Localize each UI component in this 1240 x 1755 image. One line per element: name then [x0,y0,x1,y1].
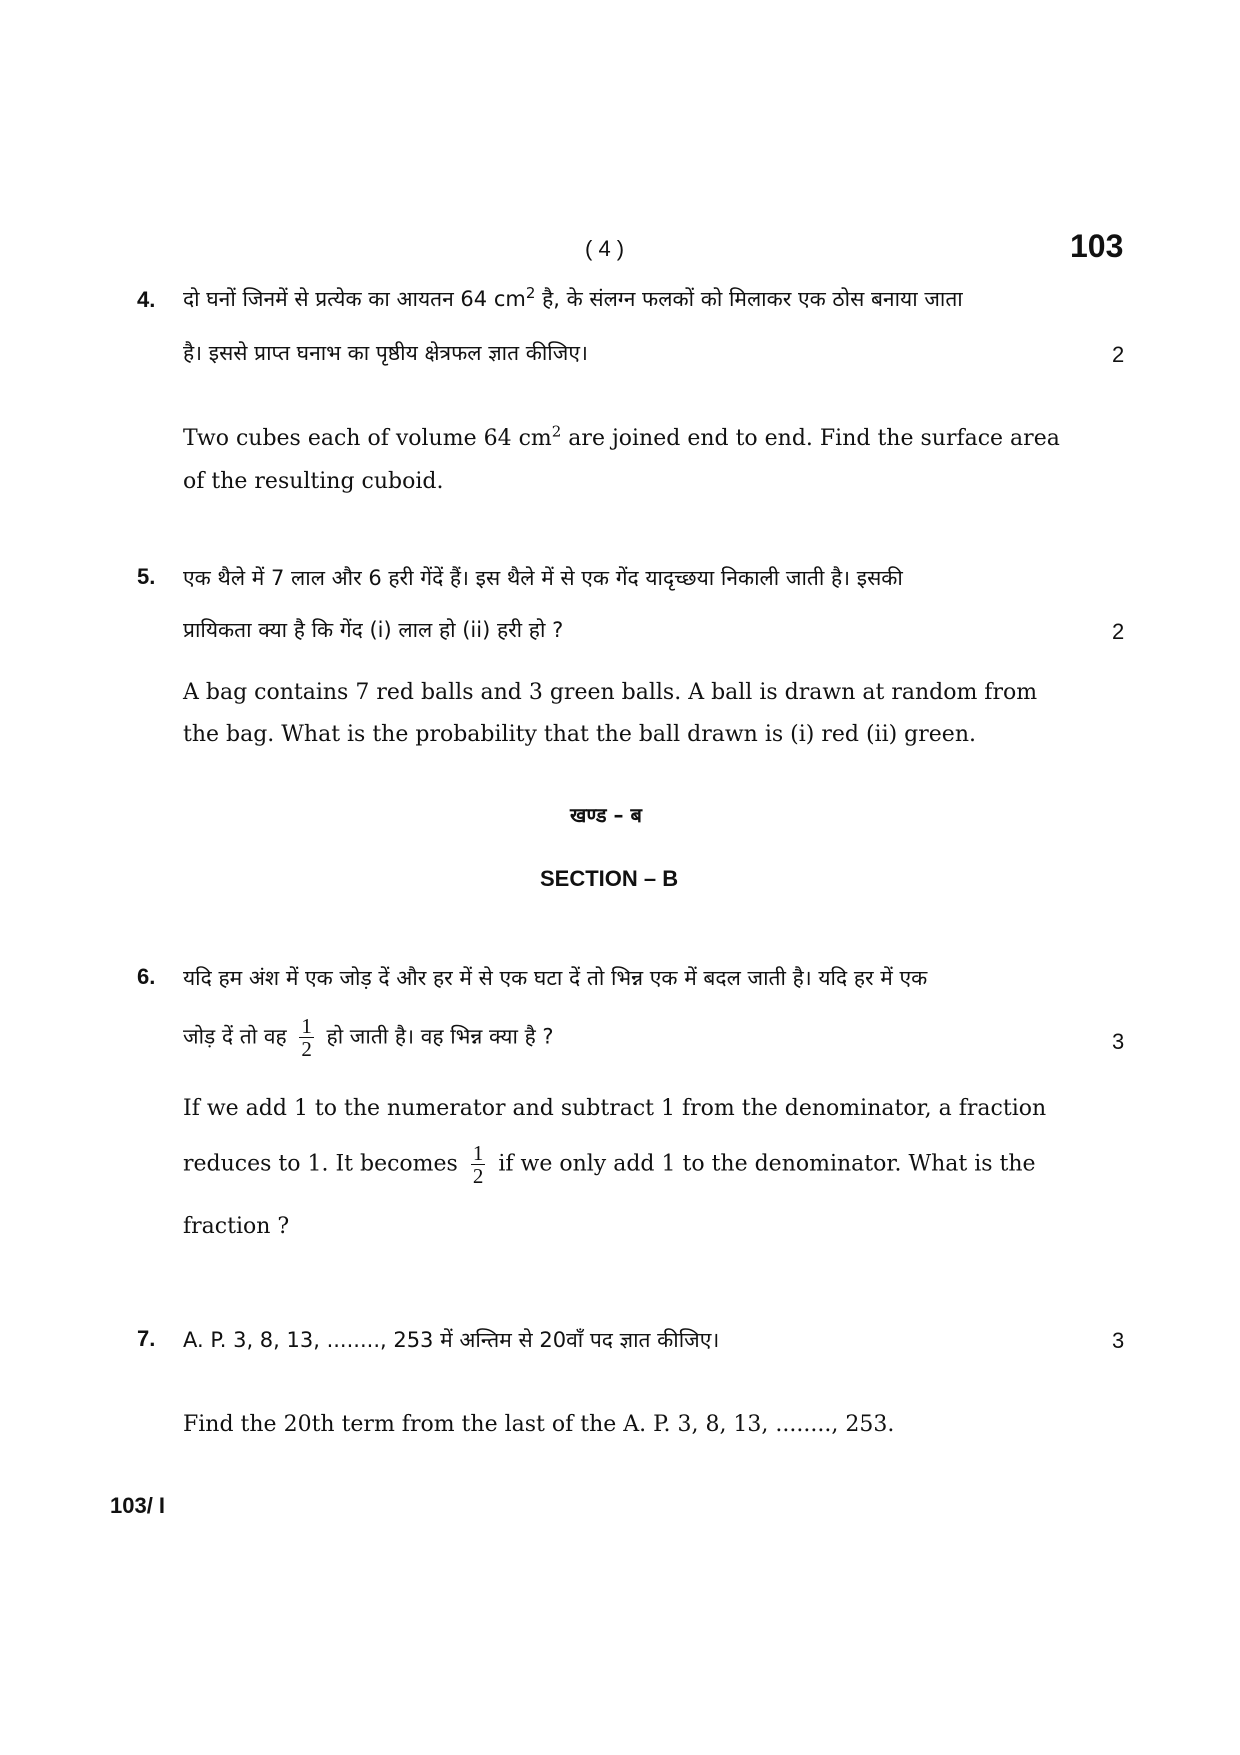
fraction-numerator: 1 [472,1141,484,1165]
question-6-hindi-line1: यदि हम अंश में एक जोड़ दें और हर में से एक घटा दें तो भिन्न एक में बदल जाती है। यदि हर में एक [183,966,928,990]
question-4-english-line1-rest: are joined end to end. Find the surface area [561,426,1060,451]
question-4-english-superscript: 2 [551,422,562,441]
question-5-hindi-line2: प्रायिकता क्या है कि गेंद (i) लाल हो (ii) हरी हो ? [183,618,564,642]
question-4-hindi-line1-text: दो घनों जिनमें से प्रत्येक का आयतन 64 cm [183,287,526,311]
question-6-english-line3: fraction ? [183,1214,290,1239]
question-7-number: 7. [137,1326,156,1351]
question-4-hindi-superscript: 2 [525,284,536,302]
question-5-english-line1: A bag contains 7 red balls and 3 green balls. A ball is drawn at random from [183,680,1038,705]
question-4-number: 4. [137,287,156,312]
question-5-number: 5. [137,564,156,589]
question-6-english-fraction [471,1142,486,1187]
question-6-hindi-line2-pre: जोड़ दें तो वह [183,1024,287,1049]
question-4-english-line1-text: Two cubes each of volume 64 cm [183,426,552,451]
page-number: ( 4 ) [585,236,625,261]
question-5-marks: 2 [1112,619,1125,644]
question-7-english-line1: Find the 20th term from the last of the A. P. 3, 8, 13, ........, 253. [183,1412,895,1437]
question-4-english-line1 [183,424,1060,454]
section-english-title: SECTION – B [540,866,679,891]
question-4-marks: 2 [1112,342,1125,367]
question-6-english-line2-post: if we only add 1 to the denominator. What is the [498,1151,1036,1177]
question-4-hindi-line1 [183,284,963,314]
fraction-numerator: 1 [301,1014,312,1038]
question-7-hindi-line1: A. P. 3, 8, 13, ........, 253 में अन्तिम से 20वाँ पद ज्ञात कीजिए। [183,1328,720,1352]
footer-code: 103/ I [110,1493,166,1518]
question-6-marks: 3 [1112,1029,1125,1054]
question-6-number: 6. [137,964,156,989]
question-4-hindi-line1-rest: है, के संलग्न फलकों को मिलाकर एक ठोस बनाया जाता [535,287,963,311]
question-4-english-line2: of the resulting cuboid. [183,469,444,494]
fraction-denominator: 2 [301,1037,312,1061]
question-7-marks: 3 [1112,1328,1125,1353]
question-6-hindi-line2 [183,1015,554,1060]
paper-code: 103 [1070,228,1124,264]
question-6-english-line1: If we add 1 to the numerator and subtract 1 from the denominator, a fraction [183,1096,1047,1121]
question-4-hindi-line2: है। इससे प्राप्त घनाभ का पृष्ठीय क्षेत्रफल ज्ञात कीजिए। [183,341,588,365]
question-5-hindi-line1: एक थैले में 7 लाल और 6 हरी गेंदें हैं। इस थैले में से एक गेंद यादृच्छया निकाली जाती है। इसकी [183,566,903,590]
question-6-english-line2 [183,1142,1036,1187]
fraction-denominator: 2 [472,1164,484,1188]
question-6-hindi-fraction [299,1015,314,1060]
section-hindi-title: खण्ड – ब [570,803,642,827]
question-5-english-line2: the bag. What is the probability that the ball drawn is (i) red (ii) green. [183,722,976,747]
question-6-hindi-line2-post: हो जाती है। वह भिन्न क्या है ? [326,1024,554,1049]
question-6-english-line2-pre: reduces to 1. It becomes [183,1151,458,1177]
